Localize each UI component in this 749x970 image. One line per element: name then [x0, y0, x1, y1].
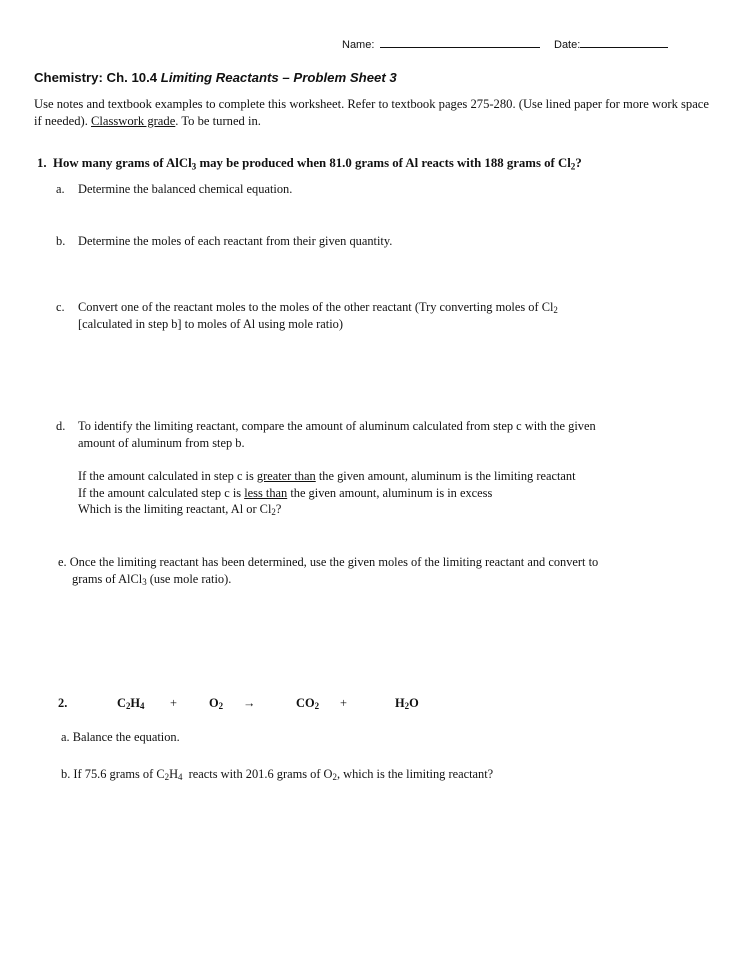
- title-prefix: Chemistry: Ch. 10.4: [34, 70, 161, 85]
- q1e-line2-sub: 3: [142, 576, 147, 587]
- date-label: Date:: [554, 39, 581, 51]
- eq-h-sub: 4: [140, 701, 145, 712]
- eq-c: C: [117, 696, 126, 710]
- q1b-text: Determine the moles of each reactant from their given quantity.: [78, 234, 393, 248]
- q1-part-a: [56, 181, 292, 198]
- q1-part-c: [56, 299, 558, 332]
- reaction-arrow: →: [243, 696, 256, 710]
- q1d-question-b: ?: [275, 502, 282, 516]
- q1-text-b: may be produced when 81.0 grams of Al reacts with 188 grams of Cl: [196, 156, 571, 170]
- q1c-line1: Convert one of the reactant moles to the moles of the other reactant (Try converting moles of Cl: [78, 300, 554, 314]
- cond1-b: the given amount, aluminum is the limiting reactant: [315, 469, 576, 483]
- q2-part-b: [61, 766, 493, 783]
- q1a-label: a.: [56, 182, 65, 196]
- q1d-question-a: Which is the limiting reactant, Al or Cl: [78, 502, 272, 516]
- question-1: [37, 156, 582, 171]
- eq-o2: O: [409, 696, 419, 710]
- cond2-a: If the amount calculated step c is: [78, 485, 245, 500]
- cond2-b: the given amount, aluminum is in excess: [287, 485, 493, 500]
- q1c-line2: [calculated in step b] to moles of Al using mole ratio): [78, 316, 343, 331]
- q1-part-d: [56, 418, 596, 518]
- q1d-question-sub: 2: [271, 507, 276, 518]
- q1-text-a: How many grams of AlCl: [53, 156, 192, 170]
- q1d-condition-less: [56, 485, 596, 502]
- product-h2o: [395, 696, 419, 711]
- eq-o-sub: 2: [218, 701, 224, 712]
- q2b-t2: H: [169, 767, 179, 781]
- q1e-line2-a: grams of AlCl: [72, 571, 143, 586]
- intro-text: Use notes and textbook examples to complete this worksheet. Refer to textbook pages 275-280. (Use lined paper for more work space if needed).: [34, 97, 709, 128]
- q1e-label: e.: [58, 555, 67, 569]
- question-1-number: 1.: [37, 156, 47, 170]
- q1c-sub: 2: [553, 305, 558, 316]
- eq-co-sub: 2: [314, 701, 320, 712]
- q2b-s2: 4: [178, 772, 183, 783]
- date-blank[interactable]: [580, 37, 668, 48]
- eq-o: O: [209, 696, 219, 710]
- q2b-t1: If 75.6 grams of C: [73, 767, 165, 781]
- q1d-question: [56, 501, 596, 518]
- q2-part-a: [61, 729, 180, 746]
- q1c-label: c.: [56, 300, 65, 314]
- name-blank[interactable]: [380, 37, 540, 48]
- q1d-line1: To identify the limiting reactant, compare the amount of aluminum calculated from step c with the given: [78, 419, 596, 433]
- q1-sub-b: 2: [570, 161, 576, 172]
- name-label: Name:: [342, 39, 375, 51]
- q1-text-c: ?: [575, 156, 582, 170]
- product-co2: [296, 696, 319, 711]
- q1d-label: d.: [56, 419, 66, 433]
- q1a-text: Determine the balanced chemical equation.: [78, 182, 293, 196]
- cond2-u: less than: [244, 485, 288, 500]
- q2b-s1: 2: [164, 772, 170, 783]
- instructions: [34, 96, 714, 129]
- eq-h2: H: [395, 696, 405, 710]
- eq-c-sub: 2: [125, 701, 131, 712]
- date-field[interactable]: [554, 37, 668, 51]
- eq-co: CO: [296, 696, 315, 710]
- question-2-number: 2.: [58, 696, 68, 710]
- cond1-u: greater than: [256, 469, 316, 483]
- q2b-t4: , which is the limiting reactant?: [336, 767, 494, 781]
- q1e-line2-b: (use mole ratio).: [146, 571, 232, 586]
- reactant-c2h4: [117, 696, 145, 711]
- q1b-label: b.: [56, 234, 66, 248]
- q2a-label: a.: [61, 730, 70, 744]
- cond1-a: If the amount calculated in step c is: [78, 469, 257, 483]
- q2b-t3: reacts with 201.6 grams of O: [182, 767, 333, 781]
- plus-sign-2: +: [340, 696, 347, 710]
- q1-part-e: [58, 554, 598, 587]
- title-italic: Limiting Reactants – Problem Sheet 3: [160, 70, 397, 85]
- q1d-condition-greater: [56, 468, 596, 485]
- plus-sign-1: +: [170, 696, 177, 710]
- reactant-o2: [209, 696, 223, 711]
- q1-sub-a: 3: [191, 161, 197, 172]
- q1-part-b: [56, 233, 392, 250]
- worksheet-title: [34, 70, 397, 85]
- eq-h: H: [130, 696, 141, 710]
- name-field[interactable]: [342, 37, 540, 51]
- q1e-line1: Once the limiting reactant has been determined, use the given moles of the limiting reactant and convert to: [69, 555, 599, 569]
- q1d-line2: amount of aluminum from step b.: [78, 435, 245, 450]
- q2b-label: b.: [61, 767, 71, 781]
- eq-h2-sub: 2: [404, 701, 410, 712]
- intro-tail: . To be turned in.: [175, 113, 261, 128]
- q2a-text: Balance the equation.: [72, 730, 180, 744]
- classwork-grade: Classwork grade: [91, 113, 176, 128]
- q2b-s3: 2: [332, 772, 337, 783]
